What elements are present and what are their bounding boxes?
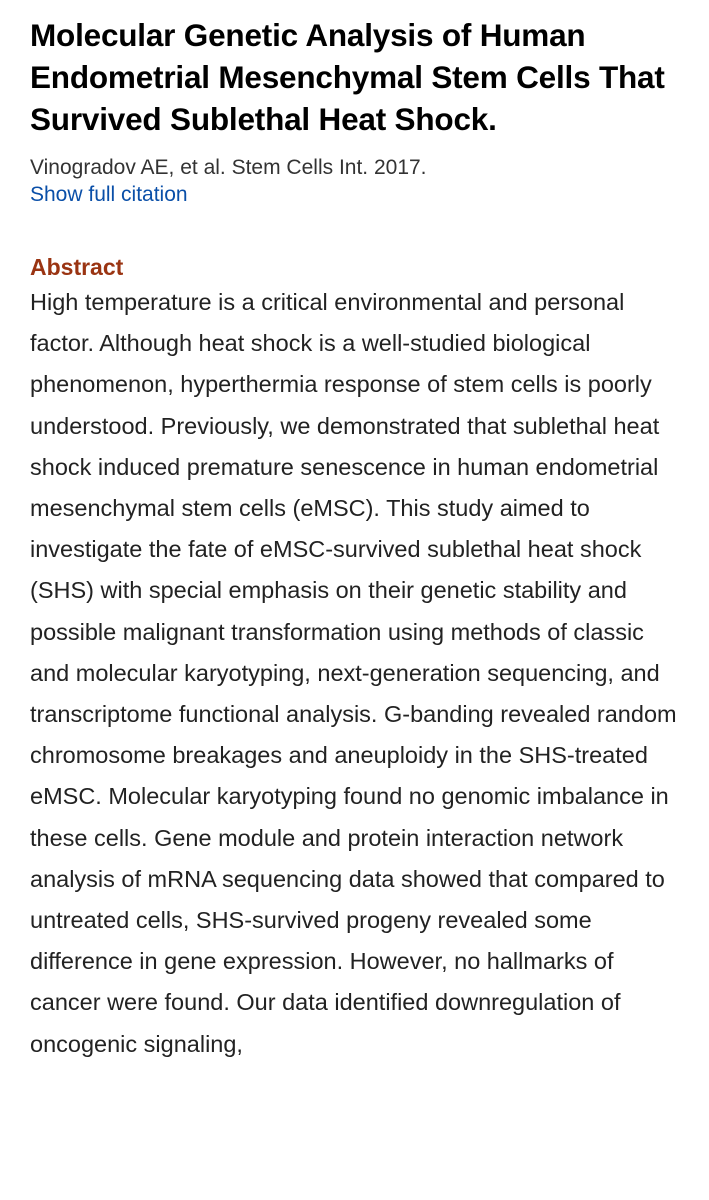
article-title: Molecular Genetic Analysis of Human Endometrial Mesenchymal Stem Cells That Survived Sublethal Heat Shock. — [30, 17, 665, 137]
citation-text: Vinogradov AE, et al. Stem Cells Int. 2017. — [30, 156, 427, 179]
abstract-heading: Abstract — [30, 254, 124, 280]
abstract-text: High temperature is a critical environmental and personal factor. Although heat shock is a well-studied biological phenomenon, hyperthermia response of stem cells is poorly understood. Previously, we demonstrated that sublethal heat shock induced premature senescence in human endometrial mesenchymal stem cells (eMSC). This study aimed to investigate the fate of eMSC-survived sublethal heat shock (SHS) with special emphasis on their genetic stability and possible malignant transformation using methods of classic and molecular karyotyping, next-generation sequencing, and transcriptome functional analysis. G-banding revealed random chromosome breakages and aneuploidy in the SHS-treated eMSC. Molecular karyotyping found no genomic imbalance in these cells. Gene module and protein interaction network analysis of mRNA sequencing data showed that compared to untreated cells, SHS-survived progeny revealed some difference in gene expression. However, no hallmarks of cancer were found. Our data identified downregulation of oncogenic signaling, — [30, 289, 677, 1057]
show-full-citation-link[interactable]: Show full citation — [30, 183, 188, 206]
